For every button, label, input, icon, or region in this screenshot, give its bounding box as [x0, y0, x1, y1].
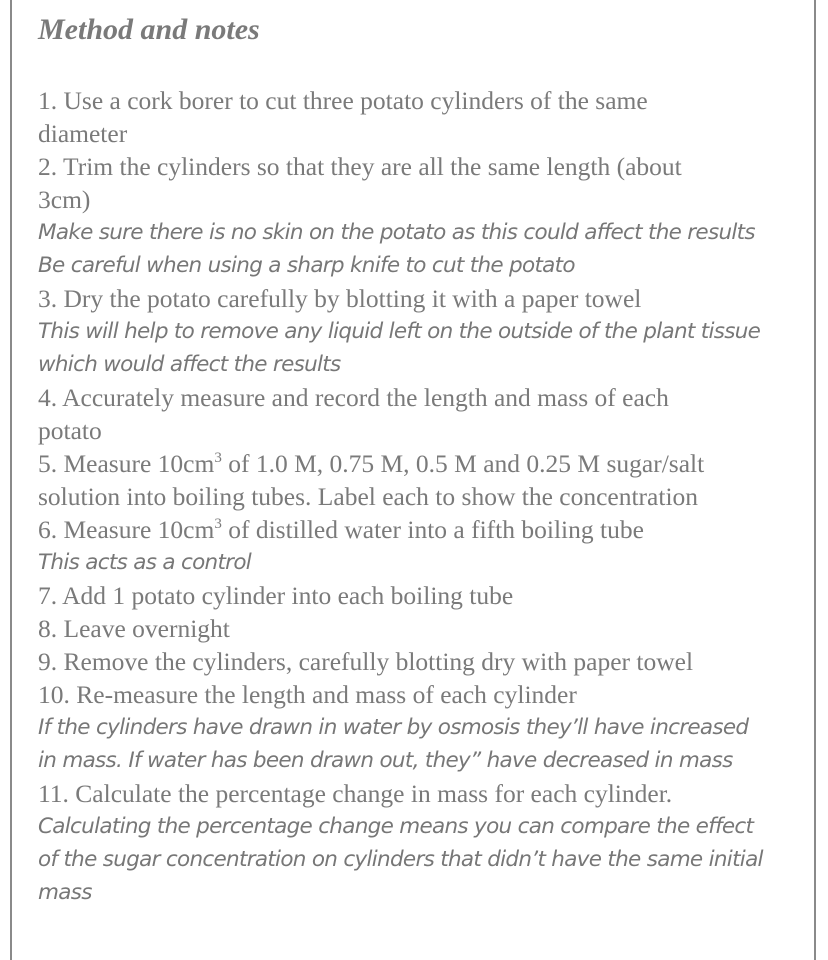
note-percentage-line-3: mass [38, 880, 92, 905]
step-2-line-1: 2. Trim the cylinders so that they are all the same length (about [38, 152, 682, 181]
step-5-line-1 [38, 447, 818, 480]
step-3: 3. Dry the potato carefully by blotting it with a paper towel [38, 284, 642, 313]
step-2-line-2: 3cm) [38, 185, 91, 214]
note-skin: Make sure there is no skin on the potato as this could affect the results [38, 220, 755, 245]
note-osmosis-line-2: in mass. If water has been drawn out, they” have decreased in mass [38, 748, 733, 773]
step-4-line-2: potato [38, 416, 102, 445]
note-control: This acts as a control [38, 550, 252, 575]
step-5-text-a: 5. Measure 10cm [38, 449, 215, 478]
step-6-superscript: 3 [214, 516, 222, 532]
step-8: 8. Leave overnight [38, 614, 230, 643]
note-liquid-line-2: which would affect the results [38, 352, 341, 377]
note-percentage-line-1: Calculating the percentage change means you can compare the effect [38, 814, 754, 839]
step-6-text-b: of distilled water into a fifth boiling tube [221, 515, 644, 544]
page-title: Method and notes [38, 13, 260, 46]
step-1-line-1: 1. Use a cork borer to cut three potato cylinders of the same [38, 86, 648, 115]
step-6 [38, 513, 818, 546]
step-9: 9. Remove the cylinders, carefully blotting dry with paper towel [38, 647, 694, 676]
step-10: 10. Re-measure the length and mass of each cylinder [38, 680, 577, 709]
step-5-text-b: of 1.0 M, 0.75 M, 0.5 M and 0.25 M sugar/salt [221, 449, 705, 478]
note-percentage-line-2: of the sugar concentration on cylinders that didn’t have the same initial [38, 847, 763, 872]
step-7: 7. Add 1 potato cylinder into each boiling tube [38, 581, 514, 610]
step-11: 11. Calculate the percentage change in mass for each cylinder. [38, 779, 673, 808]
note-knife: Be careful when using a sharp knife to cut the potato [38, 253, 575, 278]
step-5-superscript: 3 [214, 450, 222, 466]
step-5-line-2: solution into boiling tubes. Label each to show the concentration [38, 482, 699, 511]
method-body [38, 84, 818, 909]
note-liquid-line-1: This will help to remove any liquid left on the outside of the plant tissue [38, 319, 761, 344]
note-osmosis-line-1: If the cylinders have drawn in water by osmosis they’ll have increased [38, 715, 749, 740]
step-4-line-1: 4. Accurately measure and record the length and mass of each [38, 383, 669, 412]
step-6-text-a: 6. Measure 10cm [38, 515, 215, 544]
page-frame [10, 0, 816, 960]
step-1-line-2: diameter [38, 119, 128, 148]
